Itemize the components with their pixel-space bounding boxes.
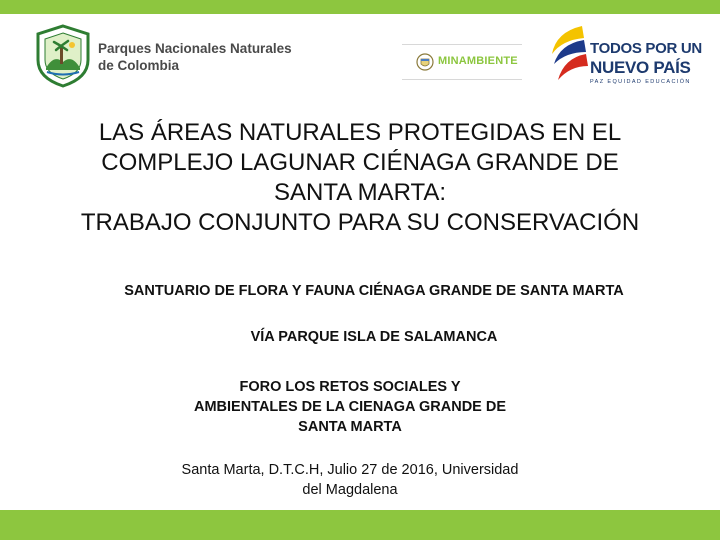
subtitle-via-parque: VÍA PARQUE ISLA DE SALAMANCA xyxy=(250,329,498,345)
title-line3: SANTA MARTA: xyxy=(273,179,447,206)
foro-line3: SANTA MARTA xyxy=(298,419,402,435)
todos-line3: PAZ EQUIDAD EDUCACIÓN xyxy=(590,79,691,85)
colombia-flag-mark-icon xyxy=(548,24,588,90)
title-line2: COMPLEJO LAGUNAR CIÉNAGA GRANDE DE xyxy=(101,149,619,176)
pnn-name-line2: de Colombia xyxy=(98,58,180,73)
title-line1: LAS ÁREAS NATURALES PROTEGIDAS EN EL xyxy=(98,119,622,146)
bottom-green-bar xyxy=(0,510,720,540)
top-green-bar xyxy=(0,0,720,14)
subtitle-santuario: SANTUARIO DE FLORA Y FAUNA CIÉNAGA GRANDE DE SANTA MARTA xyxy=(124,283,624,299)
pnn-name-line1: Parques Nacionales Naturales xyxy=(98,41,292,56)
date-line1: Santa Marta, D.T.C.H, Julio 27 de 2016, Universidad xyxy=(181,462,519,478)
date-location xyxy=(140,460,560,500)
todos-por-un-nuevo-pais-logo xyxy=(548,24,702,92)
todos-line1: TODOS POR UN xyxy=(590,40,702,57)
main-title xyxy=(0,118,720,238)
title-line4: TRABAJO CONJUNTO PARA SU CONSERVACIÓN xyxy=(80,209,640,236)
minambiente-logo xyxy=(402,44,522,80)
pnn-text xyxy=(98,40,292,74)
foro-line2: AMBIENTALES DE LA CIENAGA GRANDE DE xyxy=(193,399,507,415)
foro-line1: FORO LOS RETOS SOCIALES Y xyxy=(239,379,461,395)
minambiente-text: MINAMBIENTE xyxy=(438,55,518,67)
date-line2: del Magdalena xyxy=(302,482,398,498)
foro-title xyxy=(140,377,560,437)
pnn-seal-icon xyxy=(34,24,92,88)
todos-line2: NUEVO PAÍS xyxy=(590,58,691,77)
colombia-shield-icon xyxy=(416,53,434,71)
pnn-logo xyxy=(34,24,294,88)
